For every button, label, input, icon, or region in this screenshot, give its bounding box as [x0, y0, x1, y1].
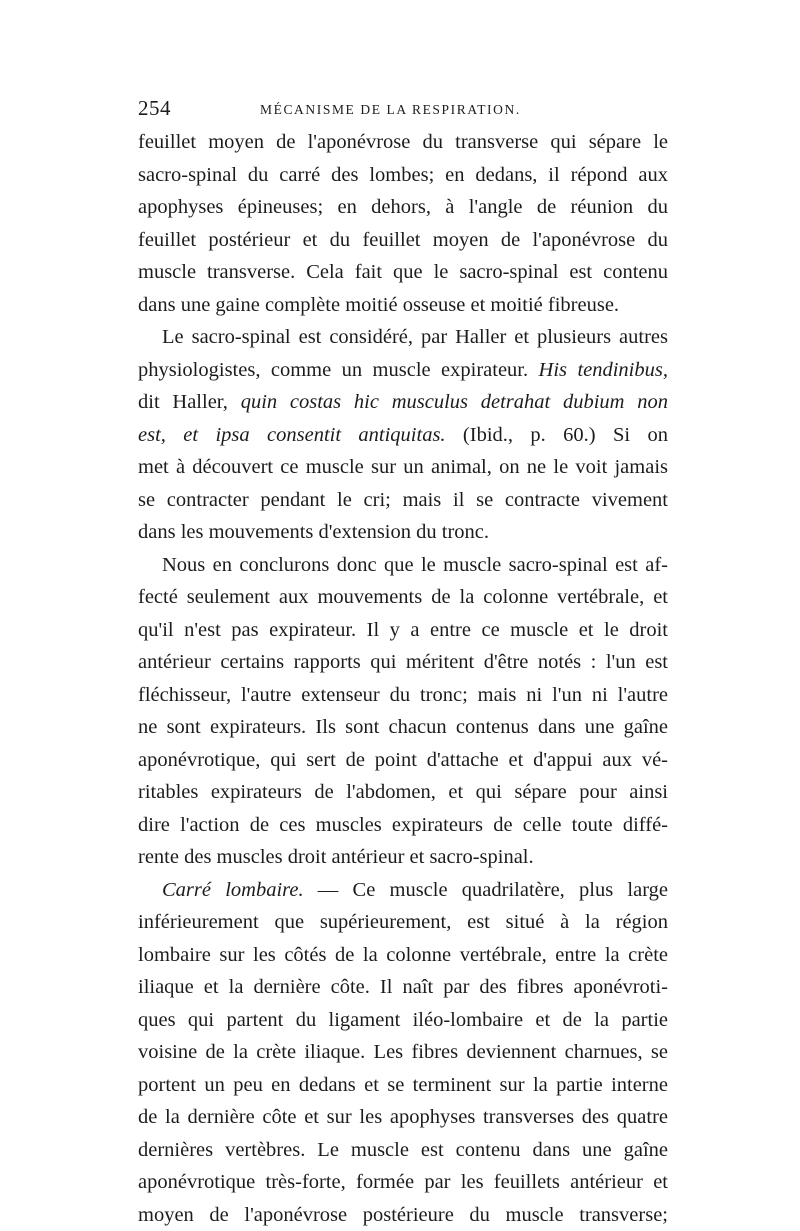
text-line [138, 906, 668, 939]
italic-text: Carré lombaire. [162, 879, 304, 901]
text-line [138, 1166, 668, 1199]
text-line [138, 646, 668, 679]
text-line [138, 224, 668, 257]
text-line [138, 809, 668, 842]
line-text: ritables expirateurs de l'abdomen, et qui sépare pour ainsi [138, 781, 668, 803]
line-text: dernières vertèbres. Le muscle est contenu dans une gaîne [138, 1139, 668, 1161]
line-text: dans une gaine complète moitié osseuse et moitié fibreuse. [138, 294, 619, 316]
line-text: moyen de l'aponévrose postérieure du muscle transverse; [138, 1204, 668, 1226]
line-text: antérieur certains rapports qui méritent d'être notés : l'un est [138, 651, 668, 673]
line-text: muscle transverse. Cela fait que le sacro-spinal est contenu [138, 261, 668, 283]
text-line [138, 1101, 668, 1134]
text-line [138, 484, 668, 517]
text-line [138, 321, 668, 354]
line-text: Nous en conclurons donc que le muscle sacro-spinal est af- [162, 554, 668, 576]
line-text: — Ce muscle quadrilatère, plus large [304, 879, 668, 901]
text-line [138, 939, 668, 972]
italic-text: quin costas hic musculus detrahat dubium non [241, 391, 668, 413]
text-line [138, 419, 668, 452]
body-text [138, 126, 668, 1231]
running-title: MÉCANISME DE LA RESPIRATION. [260, 102, 521, 118]
line-text: aponévrotique très-forte, formée par les feuillets antérieur et [138, 1171, 668, 1193]
text-line [138, 126, 668, 159]
text-line [138, 874, 668, 907]
page-number: 254 [138, 96, 171, 121]
italic-text: est, et ipsa consentit antiquitas. [138, 424, 446, 446]
page-header [138, 96, 668, 126]
text-line [138, 1069, 668, 1102]
line-text: de la dernière côte et sur les apophyses transverses des quatre [138, 1106, 668, 1128]
italic-text: His tendinibus, [539, 359, 668, 381]
line-text: se contracter pendant le cri; mais il se contracte vivement [138, 489, 668, 511]
text-line [138, 386, 668, 419]
line-text: voisine de la crète iliaque. Les fibres deviennent charnues, se [138, 1041, 668, 1063]
line-text: lombaire sur les côtés de la colonne vertébrale, entre la crète [138, 944, 668, 966]
line-text: rente des muscles droit antérieur et sacro-spinal. [138, 846, 534, 868]
text-line [138, 971, 668, 1004]
text-line [138, 451, 668, 484]
text-line [138, 256, 668, 289]
line-text: met à découvert ce muscle sur un animal, on ne le voit jamais [138, 456, 668, 478]
line-text: ne sont expirateurs. Ils sont chacun contenus dans une gaîne [138, 716, 668, 738]
line-text: qu'il n'est pas expirateur. Il y a entre ce muscle et le droit [138, 619, 668, 641]
text-line [138, 1036, 668, 1069]
text-line [138, 159, 668, 192]
text-line [138, 776, 668, 809]
line-text: aponévrotique, qui sert de point d'attache et d'appui aux vé- [138, 749, 668, 771]
text-line [138, 711, 668, 744]
text-line [138, 289, 668, 322]
line-text: (Ibid., p. 60.) Si on [446, 424, 668, 446]
line-text: dans les mouvements d'extension du tronc. [138, 521, 489, 543]
line-text: Le sacro-spinal est considéré, par Haller et plusieurs autres [162, 326, 668, 348]
line-text: dit Haller, [138, 391, 241, 413]
text-line [138, 841, 668, 874]
text-line [138, 614, 668, 647]
line-text: dire l'action de ces muscles expirateurs de celle toute diffé- [138, 814, 668, 836]
text-line [138, 191, 668, 224]
text-line [138, 354, 668, 387]
line-text: physiologistes, comme un muscle expirateur. [138, 359, 539, 381]
text-line [138, 744, 668, 777]
text-line [138, 1134, 668, 1167]
line-text: iliaque et la dernière côte. Il naît par des fibres aponévroti- [138, 976, 668, 998]
line-text: ques qui partent du ligament iléo-lombaire et de la partie [138, 1009, 668, 1031]
line-text: sacro-spinal du carré des lombes; en dedans, il répond aux [138, 164, 668, 186]
text-line [138, 581, 668, 614]
text-line [138, 1004, 668, 1037]
line-text: portent un peu en dedans et se terminent sur la partie interne [138, 1074, 668, 1096]
text-line [138, 679, 668, 712]
line-text: fléchisseur, l'autre extenseur du tronc; mais ni l'un ni l'autre [138, 684, 668, 706]
line-text: apophyses épineuses; en dehors, à l'angle de réunion du [138, 196, 668, 218]
text-line [138, 549, 668, 582]
book-page [138, 96, 668, 1231]
line-text: feuillet moyen de l'aponévrose du transverse qui sépare le [138, 131, 668, 153]
text-line [138, 516, 668, 549]
line-text: inférieurement que supérieurement, est situé à la région [138, 911, 668, 933]
line-text: feuillet postérieur et du feuillet moyen de l'aponévrose du [138, 229, 668, 251]
line-text: fecté seulement aux mouvements de la colonne vertébrale, et [138, 586, 668, 608]
